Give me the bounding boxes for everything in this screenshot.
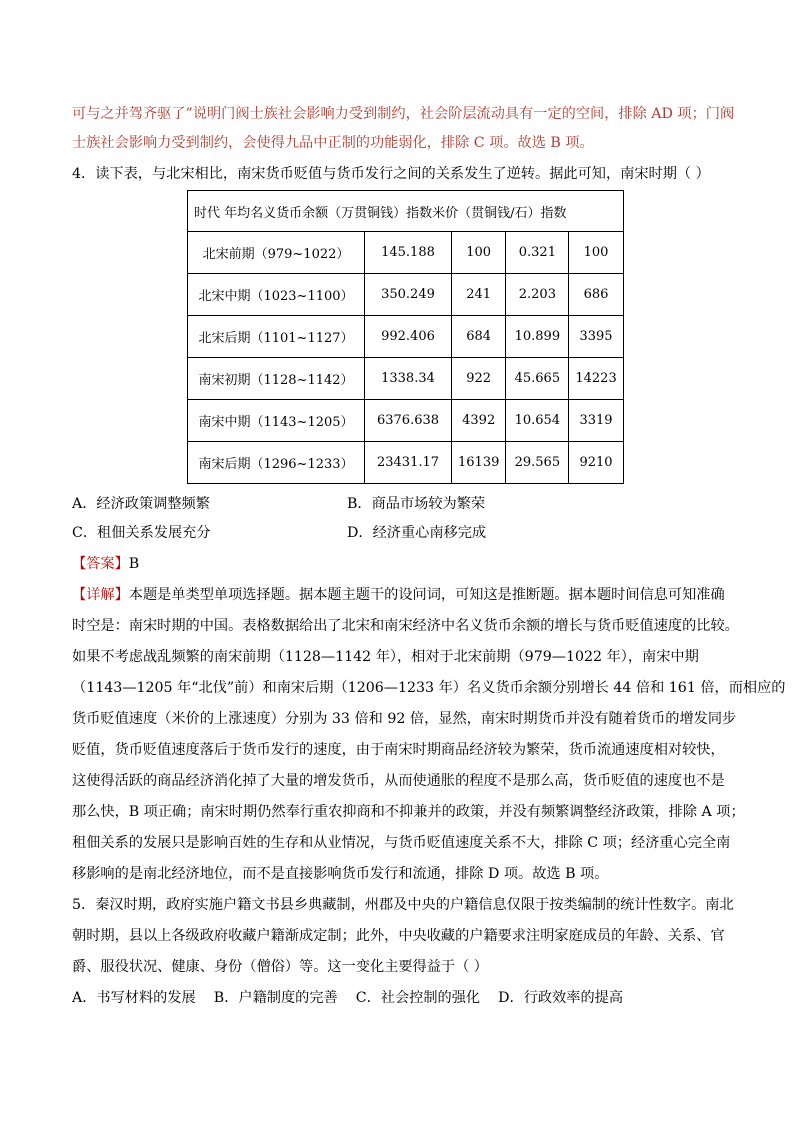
q4-answer [72, 554, 754, 574]
table-row [188, 274, 624, 316]
table-row [188, 316, 624, 358]
q4-detail-line-1 [72, 585, 754, 605]
cell-index: 100 [452, 232, 506, 274]
detail-text: 本题是单类型单项选择题。据本题主题干的设问词，可知这是推断题。据本题时间信息可知准确 [128, 587, 725, 603]
cell-index: 684 [452, 316, 506, 358]
q4-detail-line-2: 时空是：南宋时期的中国。表格数据给出了北宋和南宋经济中名义货币余额的增长与货币贬值速度的比较。 [72, 618, 739, 634]
q4-detail-line-9: 租佃关系的发展只是影响百姓的生存和从业情况，与货币贬值速度关系不大，排除 C 项；经济重心完全南 [72, 835, 731, 851]
q4-detail-line-5: 货币贬值速度（米价的上涨速度）分别为 33 倍和 92 倍，显然，南宋时期货币并没有随着货币的增发同步 [72, 711, 737, 727]
cell-price: 10.899 [506, 316, 569, 358]
cell-period: 北宋中期（1023~1100） [188, 274, 365, 316]
cell-index: 9210 [569, 442, 623, 484]
cell-price: 10.654 [506, 400, 569, 442]
cell-money: 145.188 [365, 232, 452, 274]
table-row [188, 400, 624, 442]
cell-index: 3319 [569, 400, 623, 442]
answer-tag: 【答案】 [72, 556, 129, 572]
cell-index: 16139 [452, 442, 506, 484]
cell-index: 100 [569, 232, 623, 274]
q4-stem: 4．读下表，与北宋相比，南宋货币贬值与货币发行之间的关系发生了逆转。据此可知，南宋时期（ ） [72, 166, 710, 182]
cell-price: 45.665 [506, 358, 569, 400]
table-row [188, 442, 624, 484]
cell-money: 992.406 [365, 316, 452, 358]
cell-period: 南宋初期（1128~1142） [188, 358, 365, 400]
cell-money: 6376.638 [365, 400, 452, 442]
q5-line-1: 5．秦汉时期，政府实施户籍文书县乡典藏制，州郡及中央的户籍信息仅限于按类编制的统计性数字。南北 [72, 897, 734, 913]
cell-index: 241 [452, 274, 506, 316]
q4-detail-line-7: 这使得活跃的商品经济消化掉了大量的增发货币，从而使通胀的程度不是那么高，货币贬值的速度也不是 [72, 773, 725, 789]
cell-index: 922 [452, 358, 506, 400]
cell-index: 3395 [569, 316, 623, 358]
q4-option-d: D．经济重心南移完成 [347, 525, 487, 541]
prev-answer-line-2: 士族社会影响力受到制约，会使得九品中正制的功能弱化，排除 C 项。故选 B 项。 [72, 135, 594, 151]
q4-option-a: A．经济政策调整频繁 [72, 496, 210, 512]
q5-line-3: 爵、服役状况、健康、身份（僧俗）等。这一变化主要得益于（ ） [72, 959, 488, 975]
q4-option-b: B．商品市场较为繁荣 [347, 496, 486, 512]
cell-period: 南宋后期（1296~1233） [188, 442, 365, 484]
cell-index: 14223 [569, 358, 623, 400]
table-row [188, 232, 624, 274]
table-header-row [188, 191, 624, 232]
cell-price: 0.321 [506, 232, 569, 274]
cell-index: 686 [569, 274, 623, 316]
cell-period: 北宋前期（979~1022） [188, 232, 365, 274]
q4-option-c: C．租佃关系发展充分 [72, 525, 211, 541]
prev-answer-line-1: 可与之并驾齐驱了”说明门阀士族社会影响力受到制约，社会阶层流动具有一定的空间，排除 AD 项；门阀 [72, 106, 735, 122]
q4-data-table [187, 190, 624, 484]
table-row [188, 358, 624, 400]
cell-price: 29.565 [506, 442, 569, 484]
q5-line-2: 朝时期，县以上各级政府收藏户籍渐成定制；此外，中央收藏的户籍要求注明家庭成员的年龄、关系、官 [72, 928, 725, 944]
cell-period: 北宋后期（1101~1127） [188, 316, 365, 358]
cell-money: 1338.34 [365, 358, 452, 400]
cell-index: 4392 [452, 400, 506, 442]
detail-tag: 【详解】 [72, 587, 129, 603]
table-header: 时代 年均名义货币余额（万贯铜钱）指数米价（贯铜钱/石）指数 [188, 191, 624, 232]
q4-detail-line-3: 如果不考虑战乱频繁的南宋前期（1128—1142 年），相对于北宋前期（979—1022 年），南宋中期 [72, 649, 699, 665]
q4-detail-line-6: 贬值，货币贬值速度落后于货币发行的速度，由于南宋时期商品经济较为繁荣，货币流通速度相对较快， [72, 742, 725, 758]
answer-value: B [128, 556, 140, 572]
q4-detail-line-8: 那么快，B 项正确；南宋时期仍然奉行重农抑商和不抑兼并的政策，并没有频繁调整经济政策，排除 A 项； [72, 804, 745, 820]
cell-period: 南宋中期（1143~1205） [188, 400, 365, 442]
q4-detail-line-10: 移影响的是南北经济地位，而不是直接影响货币发行和流通，排除 D 项。故选 B 项。 [72, 866, 609, 882]
q5-options: A．书写材料的发展 B．户籍制度的完善 C．社会控制的强化 D．行政效率的提高 [72, 990, 624, 1006]
q4-detail-line-4: （1143—1205 年“北伐”前）和南宋后期（1206—1233 年）名义货币余额分别增长 44 倍和 161 倍，而相应的 [72, 680, 786, 696]
cell-money: 23431.17 [365, 442, 452, 484]
cell-money: 350.249 [365, 274, 452, 316]
cell-price: 2.203 [506, 274, 569, 316]
